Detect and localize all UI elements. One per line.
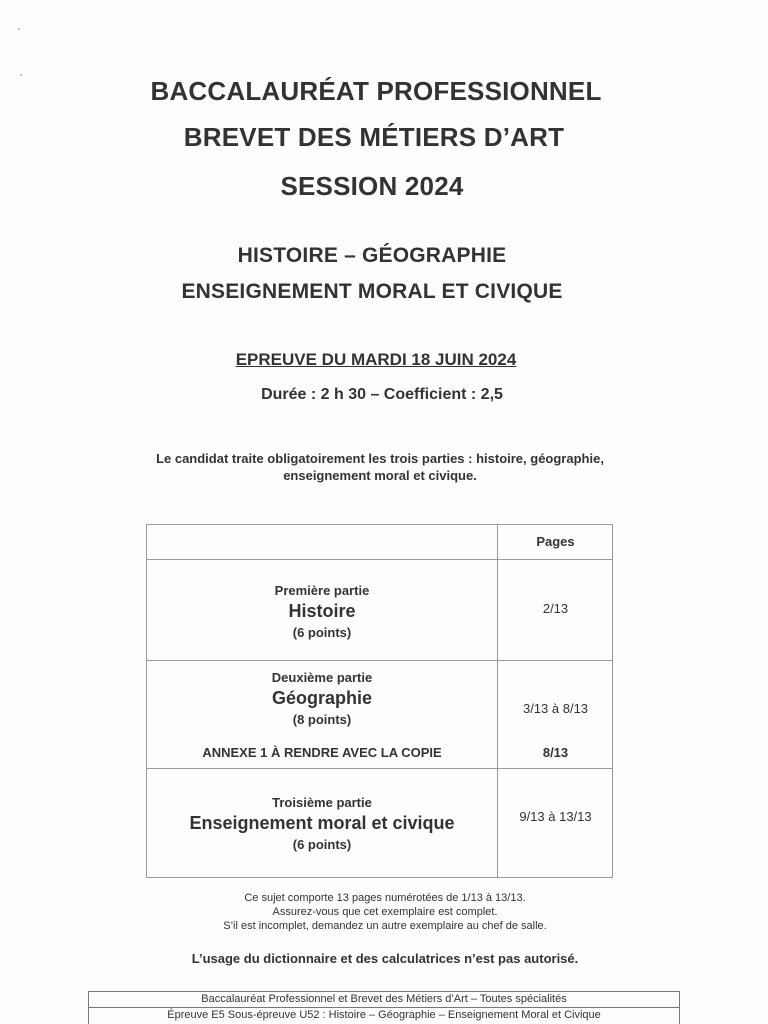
part-pages: 2/13: [542, 601, 569, 616]
annexe-notice: ANNEXE 1 À RENDRE AVEC LA COPIE: [202, 745, 442, 760]
candidate-instruction: Le candidat traite obligatoirement les trois parties : histoire, géographie, enseignement moral et civique.: [156, 451, 604, 483]
note-line: Assurez-vous que cet exemplaire est complet.: [272, 906, 498, 918]
part-title: Enseignement moral et civique: [189, 813, 455, 833]
calculator-notice: L’usage du dictionnaire et des calculatrices n’est pas autorisé.: [191, 951, 579, 966]
part-pages: 9/13 à 13/13: [519, 809, 592, 824]
table-row-part-2: [147, 670, 497, 727]
table-row-divider: [147, 660, 612, 661]
scan-speck: [18, 28, 20, 30]
parts-table: [146, 524, 613, 878]
page-count-notes: [140, 891, 630, 933]
part-points: (6 points): [292, 837, 352, 852]
note-line: Ce sujet comporte 13 pages numérotées de 1/13 à 13/13.: [244, 892, 526, 904]
exam-date: [0, 350, 760, 370]
annexe-pages: 8/13: [542, 745, 569, 760]
exam-title-bac-pro: BACCALAURÉAT PROFESSIONNEL: [150, 76, 602, 106]
footer-line-1: Baccalauréat Professionnel et Brevet des Métiers d’Art – Toutes spécialités: [88, 991, 680, 1007]
part-points: (8 points): [292, 712, 352, 727]
part-pages: 3/13 à 8/13: [522, 701, 589, 716]
part-title: Histoire: [288, 601, 356, 621]
exam-title-bma: BREVET DES MÉTIERS D’ART: [183, 122, 565, 152]
table-row-part-1: [147, 583, 497, 640]
part-points: (6 points): [292, 625, 352, 640]
exam-session: SESSION 2024: [280, 171, 464, 201]
part-label: Deuxième partie: [271, 670, 373, 685]
part-label: Troisième partie: [272, 795, 372, 810]
note-line: S’il est incomplet, demandez un autre exemplaire au chef de salle.: [223, 920, 547, 932]
pages-column-header: Pages: [536, 534, 575, 549]
table-row-divider: [147, 768, 612, 769]
part-title: Géographie: [271, 688, 373, 708]
subject-title: HISTOIRE – GÉOGRAPHIE: [237, 244, 507, 267]
part-label: Première partie: [274, 583, 370, 598]
footer-line-2: Épreuve E5 Sous-épreuve U52 : Histoire – Géographie – Enseignement Moral et Civique: [88, 1007, 680, 1024]
exam-duration: Durée : 2 h 30 – Coefficient : 2,5: [261, 386, 503, 403]
subject-subtitle: ENSEIGNEMENT MORAL ET CIVIQUE: [181, 280, 563, 303]
exam-date-text: EPREUVE DU MARDI 18 JUIN 2024: [235, 350, 517, 369]
table-row-divider: [147, 559, 612, 560]
table-row-part-3: [147, 795, 497, 852]
